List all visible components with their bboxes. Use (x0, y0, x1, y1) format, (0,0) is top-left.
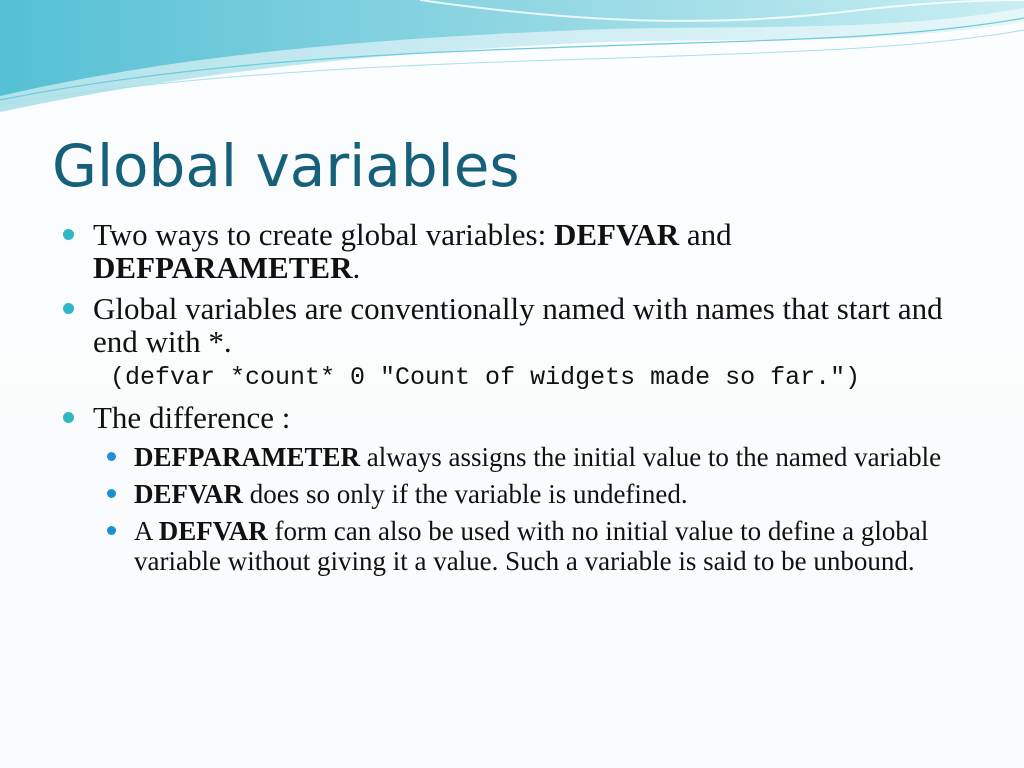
keyword-defparameter: DEFPARAMETER (134, 442, 360, 472)
slide-title: Global variables (52, 132, 520, 200)
bullet-item (60, 401, 980, 434)
bullet-dot-icon (63, 412, 74, 423)
bullet-dot-icon (63, 229, 74, 240)
keyword-defvar: DEFVAR (158, 516, 268, 546)
slide-body (60, 218, 980, 583)
sub-bullet-item (104, 479, 980, 509)
keyword-defvar: DEFVAR (134, 479, 244, 509)
sub-bullet-text: form can also be used with no initial value to define a global variable without giving it a value. Such a variable is said to be unbound. (134, 516, 929, 576)
sub-bullet-item (104, 442, 980, 472)
sub-bullet-dot-icon (107, 452, 116, 461)
bullet-dot-icon (63, 303, 74, 314)
keyword-defparameter: DEFPARAMETER (93, 250, 353, 285)
bullet-text: and (679, 217, 732, 252)
code-example: (defvar *count* 0 "Count of widgets made so far.") (110, 363, 861, 392)
sub-bullet-list (104, 442, 980, 576)
sub-bullet-text: does so only if the variable is undefined. (243, 479, 688, 509)
bullet-item (60, 292, 980, 358)
bullet-item (60, 218, 980, 284)
sub-bullet-prefix: A (134, 516, 159, 546)
sub-bullet-dot-icon (107, 489, 116, 498)
bullet-text: The difference : (93, 400, 291, 435)
sub-bullet-dot-icon (107, 526, 116, 535)
bullet-text: . (352, 250, 361, 285)
header-wave-decoration (0, 0, 1024, 120)
keyword-defvar: DEFVAR (553, 217, 680, 252)
bullet-text: Global variables are conventionally named with names that start and end with *. (93, 291, 943, 359)
bullet-text: Two ways to create global variables: (93, 217, 554, 252)
sub-bullet-item (104, 516, 980, 576)
sub-bullet-text: always assigns the initial value to the named variable (360, 442, 942, 472)
